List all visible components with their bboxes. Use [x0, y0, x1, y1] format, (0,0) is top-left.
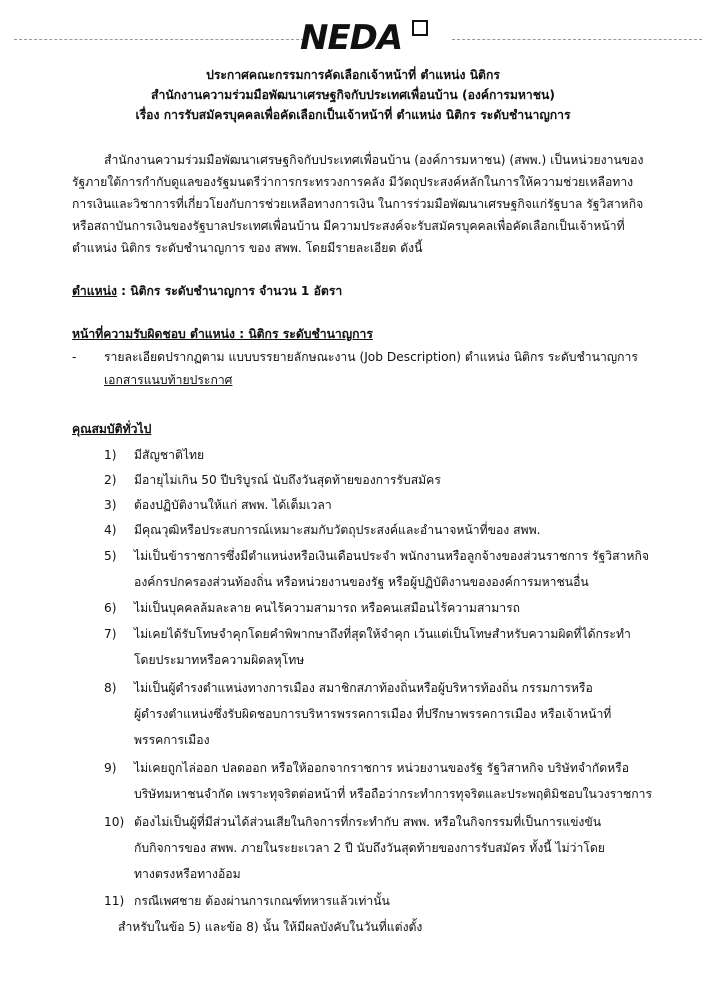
item-number: 11) [104, 894, 125, 908]
item-text: ไม่เป็นผู้ดำรงตำแหน่งทางการเมือง สมาชิกสภาท้องถิ่นหรือผู้บริหารท้องถิ่น กรรมการหรือ [134, 681, 593, 695]
item-text: ต้องไม่เป็นผู้ที่มีส่วนได้ส่วนเสียในกิจการที่กระทำกับ สพพ. หรือในกิจกรรมที่เป็นการแข่งขัน [134, 815, 602, 829]
item-text: โดยประมาทหรือความผิดลหุโทษ [134, 653, 305, 667]
qualifications-heading: คุณสมบัติทั่วไป [72, 422, 152, 436]
item-text: มีอายุไม่เกิน 50 ปีบริบูรณ์ นับถึงวันสุดท้ายของการรับสมัคร [134, 473, 441, 487]
header-line-2: สำนักงานความร่วมมือพัฒนาเศรษฐกิจกับประเทศเพื่อนบ้าน (องค์การมหาชน) [151, 88, 555, 102]
duties-bullet: - [72, 350, 77, 364]
logo-text: NEDA [300, 18, 403, 58]
item-text: ไม่เป็นข้าราชการซึ่งมีตำแหน่งหรือเงินเดือนประจำ พนักงานหรือลูกจ้างของส่วนราชการ รัฐวิสาหกิจ [134, 549, 649, 563]
item-number: 5) [104, 549, 117, 563]
item-number: 2) [104, 473, 117, 487]
intro-line: ตำแหน่ง นิติกร ระดับชำนาญการ ของ สพพ. โดยมีรายละเอียด ดังนี้ [72, 241, 423, 255]
duties-line-1: รายละเอียดปรากฏตาม แบบบรรยายลักษณะงาน (Job Description) ตำแหน่ง นิติกร ระดับชำนาญการ [104, 350, 638, 364]
item-text: ต้องปฏิบัติงานให้แก่ สพพ. ได้เต็มเวลา [134, 498, 332, 512]
item-text: พรรคการเมือง [134, 733, 210, 747]
item-text: บริษัทมหาชนจำกัด เพราะทุจริตต่อหน้าที่ หรือถือว่ากระทำการทุจริตและประพฤติมิชอบในวงราชการ [134, 787, 653, 801]
item-number: 4) [104, 523, 117, 537]
top-left-rule [14, 39, 304, 40]
item-number: 7) [104, 627, 117, 641]
item-number: 3) [104, 498, 117, 512]
position-text: : นิติกร ระดับชำนาญการ จำนวน 1 อัตรา [116, 284, 343, 298]
item-text: มีคุณวุฒิหรือประสบการณ์เหมาะสมกับวัตถุประสงค์และอำนาจหน้าที่ของ สพพ. [134, 523, 541, 537]
item-number: 9) [104, 761, 117, 775]
item-text: มีสัญชาติไทย [134, 448, 205, 462]
qualifications-footnote: สำหรับในข้อ 5) และข้อ 8) นั้น ให้มีผลบังคับในวันที่แต่งตั้ง [118, 920, 423, 934]
top-right-rule [452, 39, 702, 40]
position-line [72, 283, 342, 299]
item-text: กับกิจการของ สพพ. ภายในระยะเวลา 2 ปี นับถึงวันสุดท้ายของการรับสมัคร ทั้งนี้ ไม่ว่าโดย [134, 841, 605, 855]
item-number: 8) [104, 681, 117, 695]
item-text: องค์กรปกครองส่วนท้องถิ่น หรือหน่วยงานของรัฐ หรือผู้ปฏิบัติงานขององค์การมหาชนอื่น [134, 575, 589, 589]
item-text: ไม่เคยถูกไล่ออก ปลดออก หรือให้ออกจากราชการ หน่วยงานของรัฐ รัฐวิสาหกิจ บริษัทจำกัดหรือ [134, 761, 630, 775]
item-text: ผู้ดำรงตำแหน่งซึ่งรับผิดชอบการบริหารพรรคการเมือง ที่ปรึกษาพรรคการเมือง หรือเจ้าหน้าที่ [134, 707, 612, 721]
intro-line: หรือสถาบันการเงินของรัฐบาลประเทศเพื่อนบ้าน มีความประสงค์จะรับสมัครบุคคลเพื่อคัดเลือกเป็นเจ้าหน้าที่ [72, 219, 625, 233]
item-text: ไม่เคยได้รับโทษจำคุกโดยคำพิพากษาถึงที่สุดให้จำคุก เว้นแต่เป็นโทษสำหรับความผิดที่ได้กระทำ [134, 627, 631, 641]
intro-line: การเงินและวิชาการที่เกี่ยวโยงกับการช่วยเหลือทางการเงิน ในการร่วมมือพัฒนาเศรษฐกิจแก่รัฐบาล รัฐวิสาหกิจ [72, 197, 644, 211]
item-text: ไม่เป็นบุคคลล้มละลาย คนไร้ความสามารถ หรือคนเสมือนไร้ความสามารถ [134, 601, 521, 615]
intro-line: รัฐภายใต้การกำกับดูแลของรัฐมนตรีว่าการกระทรวงการคลัง มีวัตถุประสงค์หลักในการให้ความช่วยเหลือทาง [72, 175, 634, 189]
item-number: 6) [104, 601, 117, 615]
header-line-3: เรื่อง การรับสมัครบุคคลเพื่อคัดเลือกเป็นเจ้าหน้าที่ ตำแหน่ง นิติกร ระดับชำนาญการ [135, 108, 571, 122]
position-label: ตำแหน่ง [72, 284, 117, 298]
neda-logo [300, 14, 440, 60]
duties-heading: หน้าที่ความรับผิดชอบ ตำแหน่ง : นิติกร ระดับชำนาญการ [72, 327, 373, 341]
item-text: กรณีเพศชาย ต้องผ่านการเกณฑ์ทหารแล้วเท่านั้น [134, 894, 390, 908]
duties-attachment-link[interactable]: เอกสารแนบท้ายประกาศ [104, 373, 233, 387]
header-line-1: ประกาศคณะกรรมการคัดเลือกเจ้าหน้าที่ ตำแหน่ง นิติกร [206, 68, 500, 82]
intro-line: สำนักงานความร่วมมือพัฒนาเศรษฐกิจกับประเทศเพื่อนบ้าน (องค์การมหาชน) (สพพ.) เป็นหน่วยงานของ [104, 153, 644, 167]
logo-mark-icon [412, 20, 428, 36]
item-number: 10) [104, 815, 125, 829]
item-text: ทางตรงหรือทางอ้อม [134, 867, 241, 881]
item-number: 1) [104, 448, 117, 462]
